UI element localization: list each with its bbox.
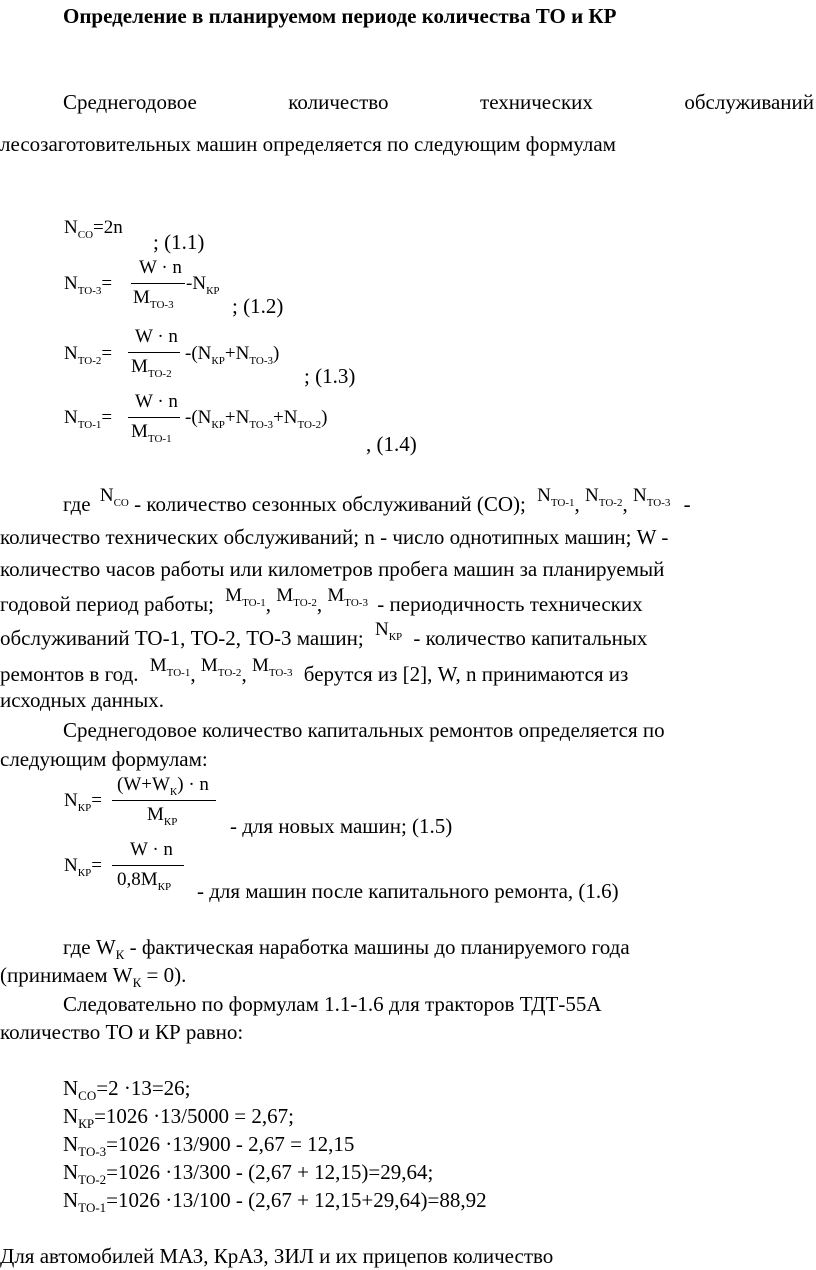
formula-1-5-numerator: $(W+W_К) \cdot n$ (117, 774, 209, 798)
formula-1-3-lhs: $N_{ТО-2}=$ (64, 343, 113, 367)
formula-1-1: $N_{CO}=2n$ (64, 217, 123, 241)
fraction-bar (112, 800, 216, 801)
where-line-7: исходных данных. (0, 688, 165, 712)
kr-line-2: следующим формулам: (0, 747, 208, 771)
formula-1-5-lhs: $N_{КР}=$ (64, 790, 102, 814)
formula-1-5-denominator: $M_{КР}$ (147, 804, 178, 828)
result-line: $N_{ТО-3}=1026 \cdot 13/900 - 2,67 = 12,15$ (63, 1132, 355, 1159)
intro-word: обслуживаний (684, 90, 815, 114)
formula-1-4-numerator: W · n (135, 391, 178, 412)
formula-1-6-description: - для машин после капитального ремонта, (1.6) (197, 879, 619, 903)
intro-word: количество (288, 90, 389, 114)
formula-1-3-numerator: W · n (135, 326, 178, 347)
wk-line-1: где $W_К$ - фактическая наработка машины до планируемого года (63, 935, 630, 962)
formula-1-3-number: ; (1.3) (304, 364, 356, 388)
where-line-6: ремонтов в год. $M_{ТО-1}$, $M_{ТО-2}$, $M_{ТО-3}$ берутся из [2], W, n принимаются из (0, 655, 629, 686)
formula-1-5-description: - для новых машин; (1.5) (230, 814, 453, 838)
fraction-bar (112, 865, 184, 866)
formula-1-2-numerator: W · n (139, 257, 182, 278)
intro-line-1 (63, 92, 814, 113)
conclusion-line-2: количество ТО и КР равно: (0, 1020, 244, 1044)
formula-1-3-tail: $-(N_{КР}+N_{ТО-3})$ (185, 343, 280, 367)
formula-1-1-number: ; (1.1) (153, 230, 205, 254)
wk-line-2: (принимаем $W_К = 0$). (0, 963, 187, 990)
formula-1-2-denominator: $M_{ТО-3}$ (133, 287, 174, 311)
result-line: $N_{КР}=1026 \cdot 13/5000 = 2,67$; (63, 1104, 294, 1131)
formula-1-4-number: , (1.4) (366, 432, 417, 456)
fraction-bar (128, 352, 180, 353)
formula-1-2-lhs: $N_{ТО-3}=$ (64, 273, 113, 297)
formula-1-4-tail: $-(N_{КР}+N_{ТО-3}+N_{ТО-2})$ (185, 407, 328, 431)
intro-word: технических (480, 90, 593, 114)
result-line: $N_{ТО-1}=1026 \cdot 13/100 - (2,67 + 12,15+29,64)=88,92$ (63, 1188, 487, 1215)
where-line-2: количество технических обслуживаний; n - число однотипных машин; W - (0, 525, 669, 549)
where-line-4: годовой период работы; $M_{ТО-1}$, $M_{ТО-2}$, $M_{ТО-3}$ - периодичность технических (0, 585, 643, 616)
intro-word: Среднегодовое (63, 90, 197, 114)
where-line-3: количество часов работы или километров пробега машин за планируемый (0, 557, 665, 581)
formula-1-2-number: ; (1.2) (232, 294, 284, 318)
where-line-1: где $N_{CO}$ - количество сезонных обслуживаний (СО); $N_{ТО-1}$, $N_{ТО-2}$, $N_{ТО-3}$ - (63, 485, 691, 516)
kr-line-1: Среднегодовое количество капитальных ремонтов определяется по (63, 718, 665, 742)
formula-1-4-lhs: $N_{ТО-1}=$ (64, 407, 113, 431)
result-line: $N_{CO}=2 \cdot 13=26$; (63, 1076, 191, 1103)
formula-1-3-denominator: $M_{ТО-2}$ (131, 356, 172, 380)
fraction-bar (128, 417, 180, 418)
where-line-5: обслуживаний ТО-1, ТО-2, ТО-3 машин; $N_{КР}$ - количество капитальных (0, 619, 648, 650)
formula-1-6-numerator: W · n (130, 839, 173, 860)
formula-1-2-tail: $-N_{КР}$ (186, 273, 220, 297)
result-line: $N_{ТО-2}=1026 \cdot 13/300 - (2,67 + 12,15)=29,64$; (63, 1160, 434, 1187)
formula-1-4-denominator: $M_{ТО-1}$ (131, 421, 172, 445)
formula-1-6-lhs: $N_{КР}=$ (64, 855, 102, 879)
fraction-bar (131, 283, 185, 284)
page-title: Определение в планируемом периоде количества ТО и КР (63, 4, 617, 28)
formula-1-6-denominator: $0,8M_{КР}$ (117, 869, 172, 893)
conclusion-line-1: Следовательно по формулам 1.1-1.6 для тракторов ТДТ-55А (63, 992, 602, 1016)
footer-line: Для автомобилей МАЗ, КрАЗ, ЗИЛ и их прицепов количество (0, 1244, 554, 1268)
intro-line-2: лесозаготовительных машин определяется по следующим формулам (0, 132, 616, 156)
